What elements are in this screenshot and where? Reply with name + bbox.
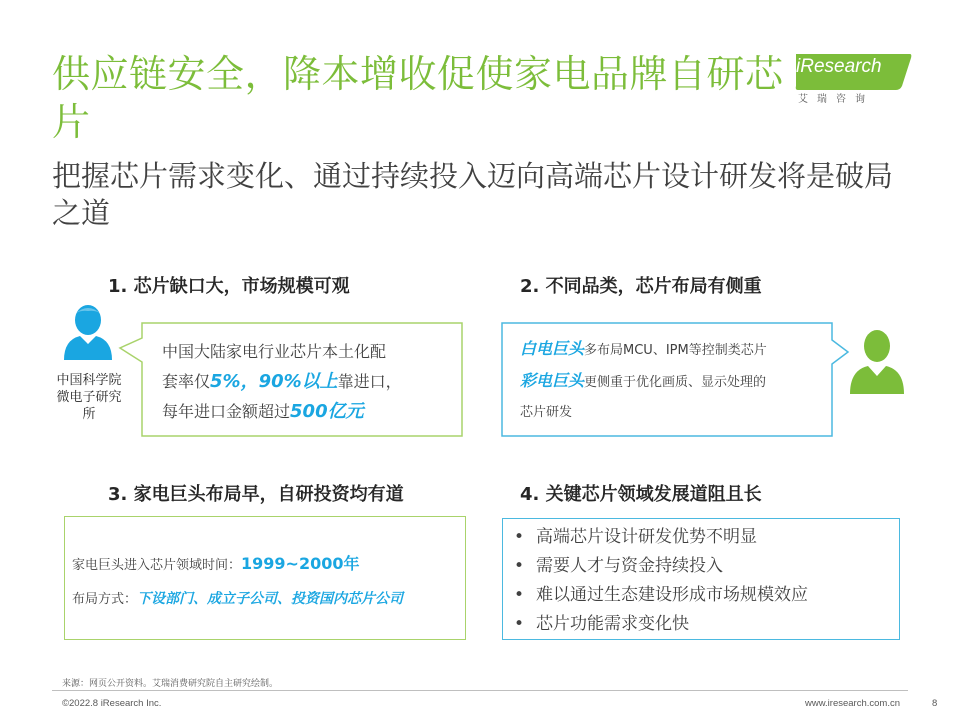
page-title: 供应链安全，降本增收促使家电品牌自研芯片 xyxy=(52,52,784,144)
list-item: • 难以通过生态建设形成市场规模效应 xyxy=(508,581,808,610)
section1-heading: 1. 芯片缺口大，市场规模可观 xyxy=(108,276,350,297)
source-note: 来源：网页公开资料。艾瑞消费研究院自主研究绘制。 xyxy=(62,679,279,689)
footer-divider xyxy=(52,690,908,691)
logo-cn: 艾瑞咨询 xyxy=(798,94,874,105)
section4-heading: 4. 关键芯片领域发展道阻且长 xyxy=(520,484,762,505)
list-item: • 需要人才与资金持续投入 xyxy=(508,552,808,581)
page-number: 8 xyxy=(932,698,938,709)
section3-row2: 布局方式：下设部门、成立子公司、投资国内芯片公司 xyxy=(72,591,404,607)
logo-text: iResearch xyxy=(796,56,882,77)
page-subtitle: 把握芯片需求变化、通过持续投入迈向高端芯片设计研发将是破局之道 xyxy=(52,159,894,230)
section3-box xyxy=(64,516,466,640)
person-icon xyxy=(848,326,906,396)
person-label: 中国科学院微电子研究所 xyxy=(56,373,122,422)
website-url[interactable]: www.iresearch.com.cn xyxy=(804,698,900,709)
copyright: ©2022.8 iResearch Inc. xyxy=(62,698,162,709)
list-item: • 高端芯片设计研发优势不明显 xyxy=(508,523,808,552)
section2-heading: 2. 不同品类，芯片布局有侧重 xyxy=(520,276,762,297)
section3-heading: 3. 家电巨头布局早，自研投资均有道 xyxy=(108,484,404,505)
section4-bullets xyxy=(508,523,808,639)
section2-text: 白电巨头多布局MCU、IPM等控制类芯片 彩电巨头更侧重于优化画质、显示处理的 芯片研发 xyxy=(520,339,767,420)
section3-row1: 家电巨头进入芯片领域时间：1999~2000年 xyxy=(72,554,360,573)
list-item: • 芯片功能需求变化快 xyxy=(508,610,808,639)
section1-text: 中国大陆家电行业芯片本土化配 套率仅5%，90%以上靠进口， 每年进口金额超过500亿元 xyxy=(162,342,402,422)
person-icon xyxy=(62,300,114,362)
